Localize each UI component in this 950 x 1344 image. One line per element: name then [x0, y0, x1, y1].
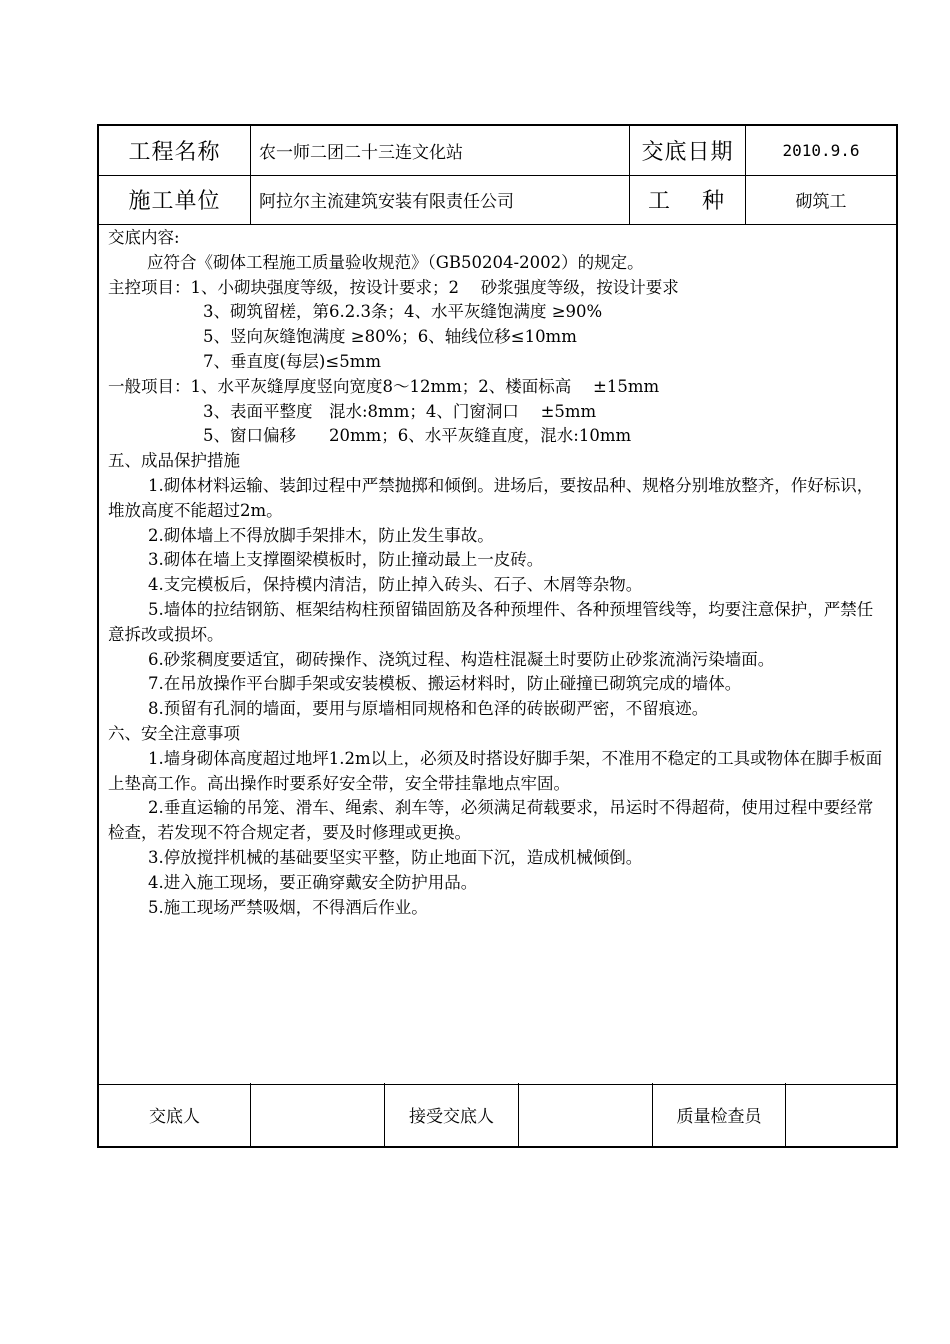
general-item: 一般项目：1、水平灰缝厚度竖向宽度8～12mm；2、楼面标高 ±15mm	[108, 376, 660, 396]
general-item: 5、窗口偏移 20mm；6、水平灰缝直度，混水:10mm	[203, 426, 632, 446]
section-5-title: 五、成品保护措施	[108, 451, 240, 471]
section-5-item: 6.砂浆稠度要适宜，砌砖操作、浇筑过程、构造柱混凝土时要防止砂浆流淌污染墙面。	[148, 649, 775, 669]
trade-value: 砌筑工	[795, 192, 847, 212]
receiver-label: 接受交底人	[385, 1083, 519, 1146]
section-5-item: 1.砌体材料运输、装卸过程中严禁抛掷和倾倒。进场后，要按品种、规格分别堆放整齐，作好标识，堆放高度不能超过2m。	[108, 475, 874, 520]
header-row-project	[99, 126, 896, 176]
inspector-signature-field[interactable]	[786, 1083, 896, 1146]
receiver-signature-field[interactable]	[519, 1083, 653, 1146]
content-intro: 应符合《砌体工程施工质量验收规范》（GB50204-2002）的规定。	[147, 252, 644, 272]
disclosure-date-value: 2010.9.6	[782, 141, 860, 160]
main-item: 5、竖向灰缝饱满度 ≥80%；6、轴线位移≤10mm	[203, 327, 577, 347]
technical-disclosure-form	[97, 124, 898, 1148]
section-6-item: 1.墙身砌体高度超过地坪1.2m以上，必须及时搭设好脚手架，不准用不稳定的工具或物体在脚手板面上垫高工作。高出操作时要系好安全带，安全带挂靠地点牢固。	[108, 748, 883, 793]
main-item: 主控项目：1、小砌块强度等级，按设计要求；2 砂浆强度等级，按设计要求	[108, 277, 679, 297]
section-6-item: 4.进入施工现场，要正确穿戴安全防护用品。	[148, 872, 478, 892]
section-5-item: 7.在吊放操作平台脚手架或安装模板、搬运材料时，防止碰撞已砌筑完成的墙体。	[148, 674, 742, 694]
section-6-item: 2.垂直运输的吊笼、滑车、绳索、刹车等，必须满足荷载要求，吊运时不得超荷，使用过程中要经常检查，若发现不符合规定者，要及时修理或更换。	[108, 798, 874, 843]
disclosure-content	[99, 224, 896, 1085]
presenter-label: 交底人	[99, 1083, 251, 1146]
main-item: 7、垂直度(每层)≤5mm	[203, 351, 381, 371]
disclosure-date-label: 交底日期	[630, 126, 746, 175]
header-row-unit	[99, 175, 896, 225]
section-6-item: 3.停放搅拌机械的基础要坚实平整，防止地面下沉，造成机械倾倒。	[148, 847, 643, 867]
section-5-item: 8.预留有孔洞的墙面，要用与原墙相同规格和色泽的砖嵌砌严密，不留痕迹。	[148, 699, 709, 719]
project-name-value: 农一师二团二十三连文化站	[251, 126, 630, 175]
section-6-title: 六、安全注意事项	[108, 723, 240, 743]
inspector-label: 质量检查员	[653, 1083, 786, 1146]
section-5-item: 5.墙体的拉结钢筋、框架结构柱预留锚固筋及各种预埋件、各种预埋管线等，均要注意保护，严禁任意拆改或损坏。	[108, 599, 874, 644]
section-6-item: 5.施工现场严禁吸烟，不得酒后作业。	[148, 897, 428, 917]
trade-label: 工 种	[630, 175, 746, 224]
general-item: 3、表面平整度 混水:8mm；4、门窗洞口 ±5mm	[203, 401, 597, 421]
section-5-item: 3.砌体在墙上支撑圈梁模板时，防止撞动最上一皮砖。	[148, 550, 544, 570]
main-item: 3、砌筑留槎，第6.2.3条；4、水平灰缝饱满度 ≥90%	[203, 302, 603, 322]
signature-row	[99, 1083, 896, 1146]
construction-unit-label: 施工单位	[99, 175, 251, 224]
content-title: 交底内容:	[108, 228, 180, 247]
presenter-signature-field[interactable]	[251, 1083, 385, 1146]
project-name-label: 工程名称	[99, 126, 251, 175]
section-5-item: 2.砌体墙上不得放脚手架排木，防止发生事故。	[148, 525, 494, 545]
construction-unit-value: 阿拉尔主流建筑安装有限责任公司	[251, 175, 630, 224]
section-5-item: 4.支完模板后，保持模内清洁，防止掉入砖头、石子、木屑等杂物。	[148, 575, 643, 595]
